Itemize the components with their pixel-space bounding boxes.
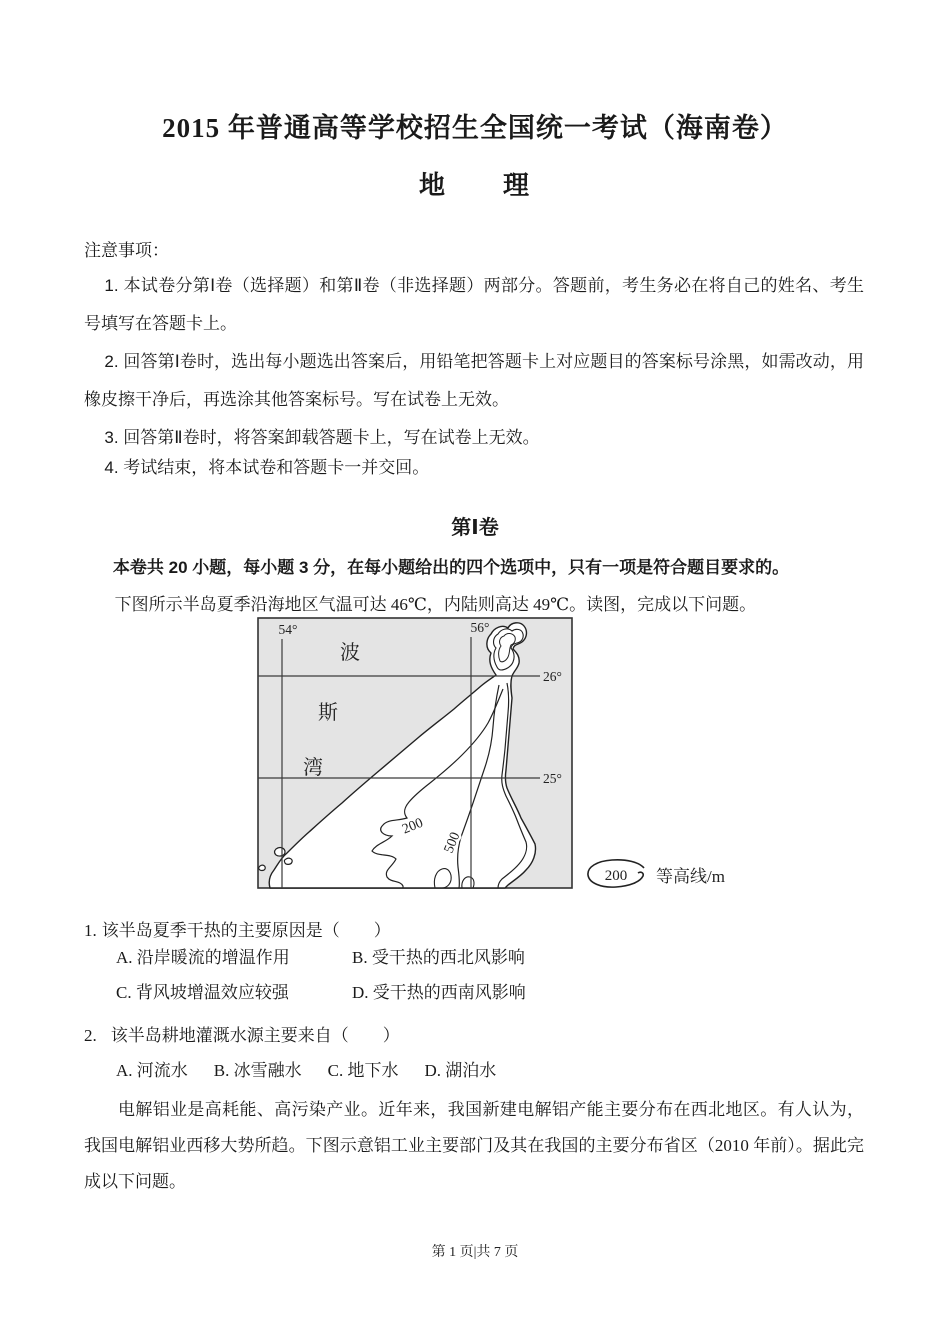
contour-500-label: 500	[441, 830, 464, 856]
option-1c: C. 背风坡增温效应较强	[116, 983, 289, 1002]
exam-subject: 地 理	[418, 171, 531, 200]
question-group-intro: 下图所示半岛夏季沿海地区气温可达 46℃，内陆则高达 49℃。读图，完成以下问题。	[114, 595, 757, 614]
question-2-stem	[84, 1021, 864, 1046]
lat-label-25: 25°	[543, 771, 562, 786]
lat-label-26: 26°	[543, 669, 562, 684]
contour-200-label: 200	[400, 815, 426, 838]
sea-name-char-2: 斯	[318, 702, 338, 724]
notes-heading: 注意事项：	[84, 241, 169, 260]
lon-label-56: 56°	[470, 620, 490, 635]
question-2-number: 2.	[84, 1026, 97, 1045]
legend-label: 等高线/m	[656, 867, 725, 886]
option-2b: B. 冰雪融水	[213, 1061, 302, 1080]
peninsula-contour-map	[250, 615, 770, 907]
option-1a: A. 沿岸暖流的增温作用	[116, 948, 290, 967]
option-1d: D. 受干热的西南风影响	[352, 983, 526, 1002]
lon-label-54: 54°	[278, 622, 298, 637]
option-2a: A. 河流水	[116, 1061, 188, 1080]
question-2-text: 该半岛耕地灌溉水源主要来自（ ）	[110, 1026, 400, 1045]
sea-name-char-1: 波	[340, 642, 360, 664]
section-1-instructions: 本卷共 20 小题，每小题 3 分，在每小题给出的四个选项中，只有一项是符合题目要求的。	[112, 558, 790, 577]
map-svg	[250, 615, 770, 907]
section-1-heading: 第Ⅰ卷	[451, 517, 499, 539]
option-2c: C. 地下水	[327, 1061, 399, 1080]
option-2d: D. 湖泊水	[424, 1061, 497, 1080]
note-item-2: 2. 回答第Ⅰ卷时，选出每小题选出答案后，用铅笔把答题卡上对应题目的答案标号涂黑，如需改动，用橡皮擦干净后，再选涂其他答案标号。写在试卷上无效。	[84, 352, 864, 409]
question-1-stem	[84, 916, 864, 941]
question-1-text: 该半岛夏季干热的主要原因是（ ）	[101, 921, 391, 940]
question-2-options	[116, 1056, 496, 1081]
note-item-3: 3. 回答第Ⅱ卷时，将答案卸载答题卡上，写在试卷上无效。	[104, 428, 540, 447]
legend-symbol-value: 200	[604, 868, 628, 884]
option-1b: B. 受干热的西北风影响	[352, 948, 525, 967]
question-1-options	[116, 947, 672, 1003]
note-item-1: 1. 本试卷分第Ⅰ卷（选择题）和第Ⅱ卷（非选择题）两部分。答题前，考生务必在将自己的姓名、考生号填写在答题卡上。	[84, 276, 864, 333]
note-item-4: 4. 考试结束，将本试卷和答题卡一并交回。	[104, 458, 430, 477]
page-number-footer: 第 1 页|共 7 页	[431, 1245, 519, 1260]
aluminium-industry-passage: 电解铝业是高耗能、高污染产业。近年来，我国新建电解铝产能主要分布在西北地区。有人认为，我国电解铝业西移大势所趋。下图示意铝工业主要部门及其在我国的主要分布省区（2010 年前）。据此完成以下问题。	[84, 1100, 864, 1191]
question-1-number: 1.	[84, 921, 97, 940]
exam-title: 2015 年普通高等学校招生全国统一考试（海南卷）	[162, 113, 788, 143]
sea-name-char-3: 湾	[303, 757, 323, 779]
